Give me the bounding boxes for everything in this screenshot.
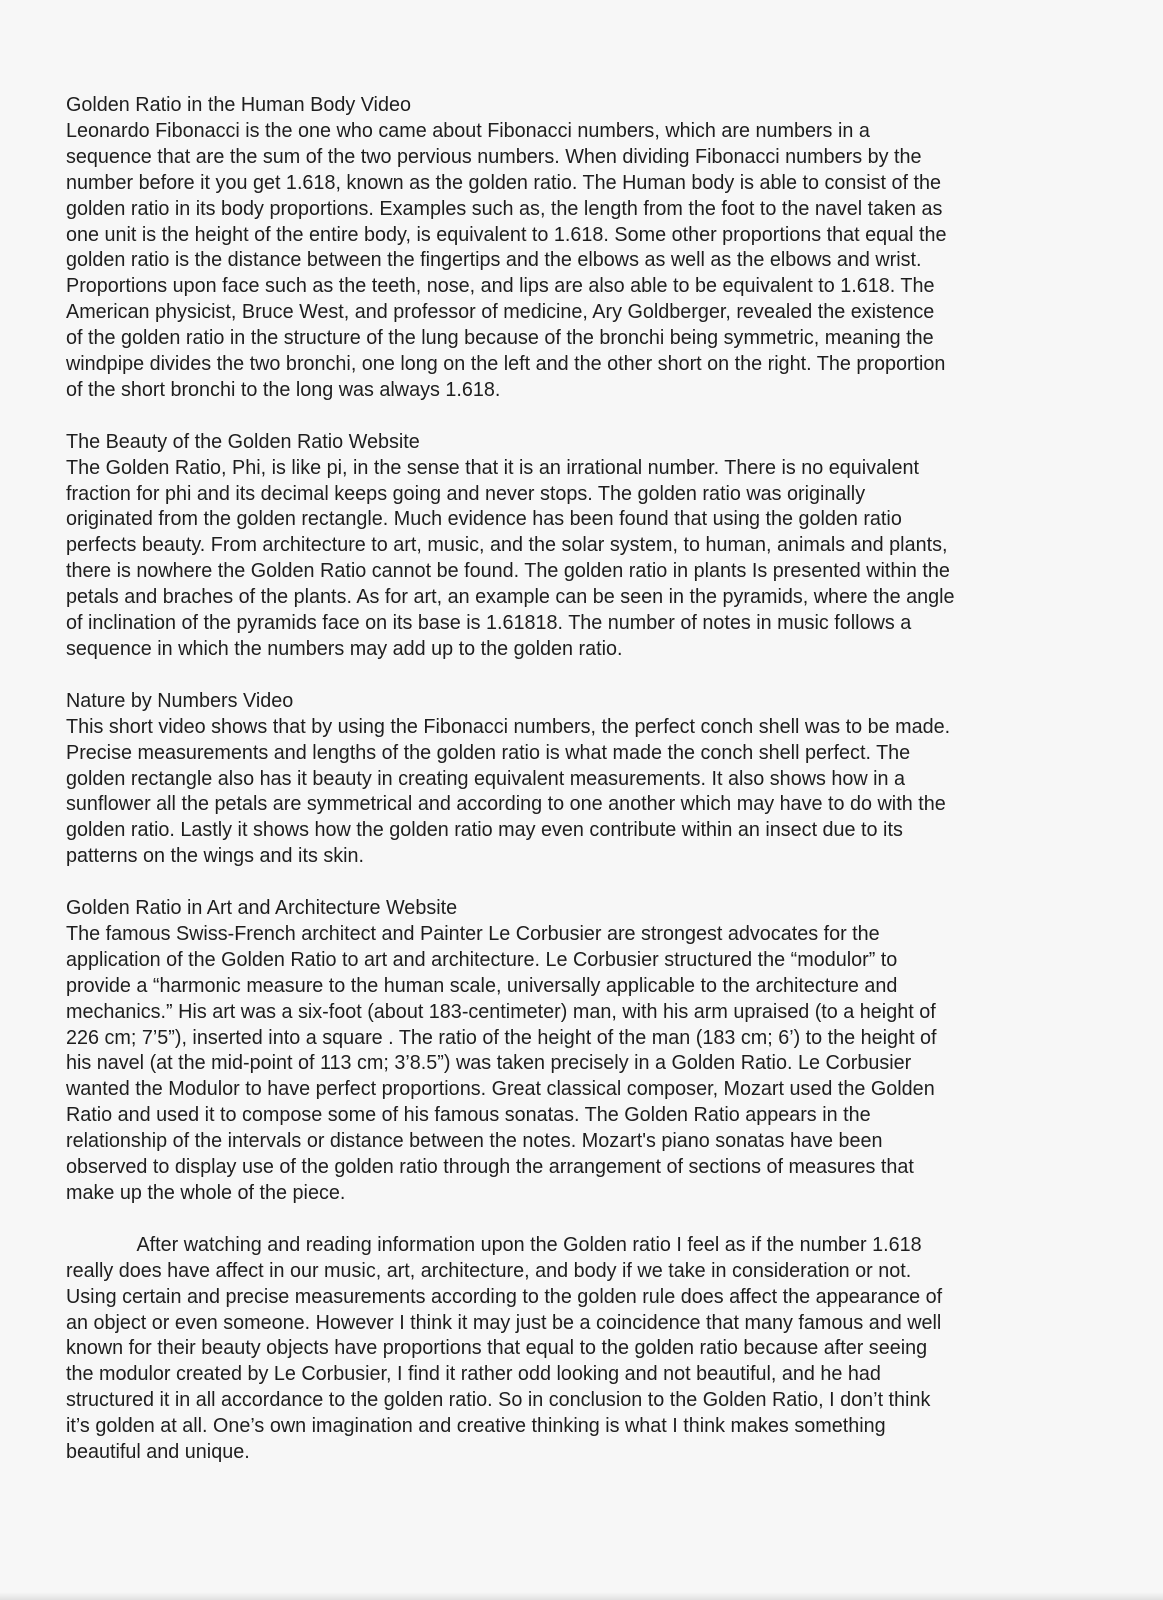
body-line: make up the whole of the piece. [66,1181,346,1205]
body-line: Using certain and precise measurements according to the golden rule does affect the appearance of [66,1284,943,1308]
body-line: 226 cm; 7’5”), inserted into a square . The ratio of the height of the man (183 cm; 6’) to the height of [66,1025,937,1049]
body-line: After watching and reading information upon the Golden ratio I feel as if the number 1.618 [136,1232,922,1256]
body-line: petals and braches of the plants. As for art, an example can be seen in the pyramids, where the angle [66,585,955,609]
body-line: an object or even someone. However I think it may just be a coincidence that many famous and well [66,1310,942,1334]
body-line: American physicist, Bruce West, and professor of medicine, Ary Goldberger, revealed the existence [66,300,935,324]
body-line: provide a “harmonic measure to the human scale, universally applicable to the architecture and [66,973,898,997]
body-line: structured it in all accordance to the golden ratio. So in conclusion to the Golden Ratio, I don’t think [66,1388,931,1412]
body-line: known for their beauty objects have proportions that equal to the golden ratio because after seeing [66,1336,928,1360]
body-line: This short video shows that by using the Fibonacci numbers, the perfect conch shell was to be made. [66,714,951,738]
section-human-body-video [66,92,1156,403]
body-line: it’s golden at all. One’s own imagination and creative thinking is what I think makes something [66,1414,886,1438]
body-line: of the short bronchi to the long was always 1.618. [66,377,501,401]
body-line: perfects beauty. From architecture to art, music, and the solar system, to human, animals and plants, [66,533,948,557]
body-line: number before it you get 1.618, known as the golden ratio. The Human body is able to consist of the [66,170,942,194]
section-heading: Nature by Numbers Video [66,688,294,712]
body-line: patterns on the wings and its skin. [66,844,365,868]
body-line: The Golden Ratio, Phi, is like pi, in the sense that it is an irrational number. There is no equivalent [66,455,919,479]
body-line: golden ratio is the distance between the fingertips and the elbows as well as the elbows and wrist. [66,248,922,272]
body-line: sunflower all the petals are symmetrical and according to one another which may have to do with the [66,792,946,816]
body-line: The famous Swiss-French architect and Painter Le Corbusier are strongest advocates for the [66,921,880,945]
body-line: Proportions upon face such as the teeth, nose, and lips are also able to be equivalent to 1.618. The [66,274,935,298]
body-line: application of the Golden Ratio to art and architecture. Le Corbusier structured the “modulor” to [66,947,898,971]
body-line: mechanics.” His art was a six-foot (about 183-centimeter) man, with his arm upraised (to a height of [66,999,936,1023]
body-line: fraction for phi and its decimal keeps going and never stops. The golden ratio was originally [66,481,866,505]
body-line: sequence in which the numbers may add up to the golden ratio. [66,637,623,661]
scan-bottom-edge [0,1592,1163,1600]
body-line: golden rectangle also has it beauty in creating equivalent measurements. It also shows how in a [66,766,906,790]
section-art-architecture-website [66,895,1156,1206]
body-line: golden ratio. Lastly it shows how the golden ratio may even contribute within an insect due to its [66,818,903,842]
body-line: one unit is the height of the entire body, is equivalent to 1.618. Some other proportions that equal the [66,222,947,246]
body-line: there is nowhere the Golden Ratio cannot be found. The golden ratio in plants Is presented within the [66,559,950,583]
conclusion-paragraph [66,1232,1156,1465]
section-nature-by-numbers-video [66,688,1156,869]
body-line: relationship of the intervals or distance between the notes. Mozart's piano sonatas have been [66,1129,883,1153]
body-line: observed to display use of the golden ratio through the arrangement of sections of measures that [66,1155,914,1179]
body-line: Ratio and used it to compose some of his famous sonatas. The Golden Ratio appears in the [66,1103,871,1127]
body-line: really does have affect in our music, art, architecture, and body if we take in consideration or not. [66,1258,912,1282]
body-line: of inclination of the pyramids face on its base is 1.61818. The number of notes in music follows a [66,611,912,635]
body-line: windpipe divides the two bronchi, one long on the left and the other short on the right. The proportion [66,352,946,376]
section-heading: Golden Ratio in the Human Body Video [66,93,411,116]
body-line: his navel (at the mid-point of 113 cm; 3’8.5”) was taken precisely in a Golden Ratio. Le Corbusier [66,1051,912,1075]
body-line: sequence that are the sum of the two pervious numbers. When dividing Fibonacci numbers by the [66,144,922,168]
body-line: the modulor created by Le Corbusier, I find it rather odd looking and not beautiful, and he had [66,1362,881,1386]
section-heading: The Beauty of the Golden Ratio Website [66,429,420,453]
body-line: Leonardo Fibonacci is the one who came about Fibonacci numbers, which are numbers in a [66,118,870,142]
body-line: originated from the golden rectangle. Much evidence has been found that using the golden ratio [66,507,902,531]
document-page [66,92,1156,1491]
body-line: of the golden ratio in the structure of the lung because of the bronchi being symmetric, meaning the [66,326,934,350]
body-line: Precise measurements and lengths of the golden ratio is what made the conch shell perfect. The [66,740,911,764]
body-line: golden ratio in its body proportions. Examples such as, the length from the foot to the navel taken as [66,196,943,220]
section-beauty-website [66,429,1156,662]
body-line: beautiful and unique. [66,1440,250,1464]
section-heading: Golden Ratio in Art and Architecture Website [66,896,458,920]
body-line: wanted the Modulor to have perfect proportions. Great classical composer, Mozart used the Golden [66,1077,935,1101]
